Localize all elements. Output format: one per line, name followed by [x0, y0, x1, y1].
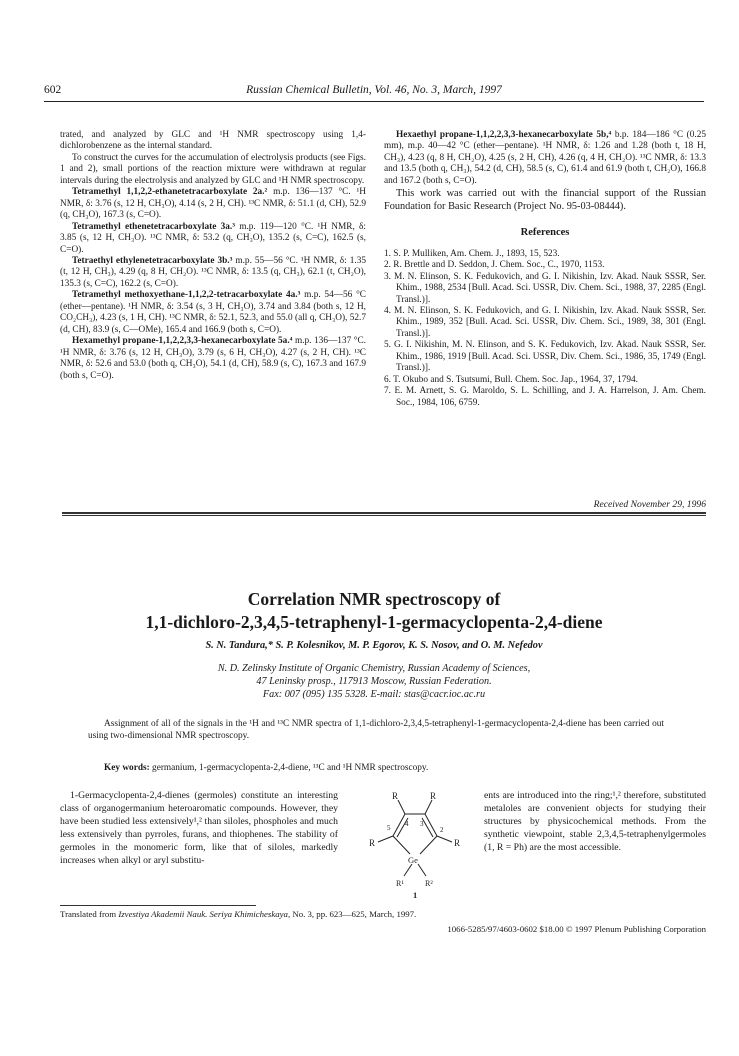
compound-name: Hexamethyl propane-1,1,2,2,3,3-hexanecarboxylate 5a.⁴ — [72, 336, 293, 347]
header-rule — [44, 101, 704, 102]
ring-position-4: 4 — [405, 820, 409, 828]
translation-prefix: Translated from — [60, 909, 119, 919]
body-text-left: 1-Germacyclopenta-2,4-dienes (germoles) constitute an interesting class of organogermanium heteroaromatic compounds. However, they have been studied less extensively¹,² than siloles, phospholes and much less extensively than pyrroles, furans, and thiophenes. The stability of germoles in the monomeric form, like that of siloles, markedly increases when alkyl or aryl substitu- — [60, 790, 338, 866]
section-divider-thin — [62, 515, 706, 516]
reference-item: 1. S. P. Mulliken, Am. Chem. J., 1893, 15, 523. — [384, 248, 560, 259]
title-line: Correlation NMR spectroscopy of — [247, 589, 501, 609]
body-text-right: ents are introduced into the ring;¹,² therefore, substituted metaloles are convenient objects for studying their structures by physicochemical methods. From the synthetic viewpoint, stable 2,3,4,5-tetraphenylgermoles (1, R = Ph) are the most accessible. — [484, 790, 706, 853]
substituent-r: R — [369, 838, 376, 848]
translation-source: Izvestiya Akademii Nauk. Seriya Khimicheskaya, — [118, 909, 291, 919]
right-column — [384, 130, 706, 409]
compound-data: m.p. 55—56 °C. ¹H NMR, δ: 1.35 (t, 12 H, CH₃), 4.29 (q, 8 H, CH₂O). ¹³C NMR, δ: 13.5 (q, CH₃), 62.1 (t, CH₂O), 135.3 (s, C=C), 162.2 (s, C=O). — [60, 255, 366, 289]
acknowledgment: This work was carried out with the financial support of the Russian Foundation for Basic Research (Project No. 95-03-08444). — [384, 188, 706, 213]
substituent-r: R — [392, 791, 399, 801]
keywords — [88, 763, 664, 773]
running-head — [44, 84, 704, 100]
paragraph: To construct the curves for the accumulation of electrolysis products (see Figs. 1 and 2), small portions of the reaction mixture were withdrawn at regular intervals during the electrolysis and analyzed by GLC and ¹H NMR spectroscopy. — [60, 152, 366, 186]
title-line: 1,1-dichloro-2,3,4,5-tetraphenyl-1-germacyclopenta-2,4-diene — [145, 612, 603, 632]
compound-entry — [60, 256, 366, 290]
compound-number: 1 — [413, 890, 418, 900]
keywords-text: germanium, 1-germacyclopenta-2,4-diene, ¹³C and ¹H NMR spectroscopy. — [149, 763, 429, 773]
affiliation-line: 47 Leninsky prosp., 117913 Moscow, Russian Federation. — [256, 676, 492, 687]
substituent-r2: R² — [425, 879, 433, 888]
paragraph: trated, and analyzed by GLC and ¹H NMR spectroscopy using 1,4-dichlorobenzene as the internal standard. — [60, 130, 366, 152]
substituent-r: R — [430, 791, 437, 801]
compound-name: Tetramethyl 1,1,2,2-ethanetetracarboxylate 2a.² — [72, 187, 268, 198]
compound-entry — [60, 222, 366, 256]
journal-citation: Russian Chemical Bulletin, Vol. 46, No. 3, March, 1997 — [246, 84, 502, 96]
ring-position-5: 5 — [387, 824, 391, 832]
compound-name: Hexaethyl propane-1,1,2,2,3,3-hexanecarboxylate 5b,⁴ — [396, 130, 612, 140]
germole-structure — [350, 790, 480, 900]
germanium-atom: Ge — [408, 855, 418, 865]
affiliation-line: N. D. Zelinsky Institute of Organic Chemistry, Russian Academy of Sciences, — [217, 663, 531, 674]
compound-entry — [60, 290, 366, 336]
substituent-r: R — [454, 838, 461, 848]
page-number: 602 — [44, 84, 62, 96]
reference-item: 7. E. M. Arnett, S. G. Maroldo, S. L. Schilling, and J. A. Harrelson, J. Am. Chem. Soc., 1984, 106, 6759. — [384, 386, 706, 408]
reference-item: 6. T. Okubo and S. Tsutsumi, Bull. Chem. Soc. Jap., 1964, 37, 1794. — [384, 374, 638, 385]
reference-item: 3. M. N. Elinson, S. K. Fedukovich, and G. I. Nikishin, Izv. Akad. Nauk SSSR, Ser. Khim., 1988, 2534 [Bull. Acad. Sci. USSR, Div. Chem. Sci., 1988, 37, 2285 (Engl. Transl.)]. — [384, 271, 706, 305]
compound-data: m.p. 54—56 °C (ether—pentane). ¹H NMR, δ: 3.54 (s, 3 H, CH₃O), 3.74 and 3.84 (both s, 12 H, CO₂CH₃), 4.23 (s, 1 H, CH). ¹³C NMR, δ: 52.1, 52.3, and 55.0 (all q, CH₃O), 52.7 (d, CH), 83.9 (s, C—OMe), 165.4 and 166.9 (both s, C=O). — [60, 290, 367, 335]
compound-entry — [60, 187, 366, 221]
compound-data: m.p. 119—120 °C. ¹H NMR, δ: 3.85 (s, 12 H, CH₃O). ¹³C NMR, δ: 53.2 (q, CH₃O), 135.2 (s, C=C), 162.5 (s, C=O). — [60, 221, 366, 255]
compound-data: b.p. 184—186 °C (0.25 mm), m.p. 40—42 °C (ether—pentane). ¹H NMR, δ: 1.26 and 1.28 (both t, 18 H, CH₃), 4.23 (q, 8 H, CH₂O), 4.25 (s, 2 H, CH), 4.26 (q, 4 H, CH₂O). ¹³C NMR, δ: 13.3 and 13.5 (both q, CH₃), 54.2 (d, CH), 58.5 (s, C), 61.4 and 61.9 (both t, CH₂O), 166.8 and 167.2 (both s, C=O). — [384, 130, 706, 186]
received-date: Received November 29, 1996 — [593, 499, 706, 510]
ring-position-2: 2 — [440, 826, 444, 834]
copyright-line: 1066-5285/97/4603-0602 $18.00 © 1997 Plenum Publishing Corporation — [447, 924, 706, 934]
references-heading: References — [520, 227, 570, 239]
ring-position-3: 3 — [420, 820, 424, 828]
reference-list — [384, 249, 706, 409]
substituent-r1: R¹ — [396, 879, 404, 888]
compound-data: m.p. 136—137 °C. ¹H NMR, δ: 3.76 (s, 12 H, CH₃O), 3.79 (s, 6 H, CH₃O), 4.27 (s, 2 H, CH). ¹³C NMR, δ: 52.6 and 53.0 (both q, CH₃O), 54.1 (d, CH), 58.9 (s, C), 167.3 and 167.9 (both s, C=O). — [60, 336, 366, 381]
reference-item: 4. M. N. Elinson, S. K. Fedukovich, and G. I. Nikishin, Izv. Akad. Nauk SSSR, Ser. Khim., 1989, 352 [Bull. Acad. Sci. USSR, Div. Chem. Sci., 1989, 38, 301 (Engl. Transl.)]. — [384, 305, 706, 339]
translation-suffix: No. 3, pp. 623—625, March, 1997. — [290, 909, 417, 919]
compound-name: Tetramethyl methoxyethane-1,1,2,2-tetracarboxylate 4a.³ — [72, 290, 301, 301]
keywords-label: Key words: — [104, 763, 150, 773]
compound-data: m.p. 136—137 °C. ¹H NMR, δ: 3.76 (s, 12 H, CH₃O), 4.14 (s, 2 H, CH). ¹³C NMR, δ: 51.1 (d, CH), 52.9 (q, CH₃O), 167.3 (s, C=O). — [60, 187, 366, 221]
compound-entry — [384, 130, 706, 187]
compound-entry — [60, 336, 366, 382]
compound-name: Tetraethyl ethylenetetracarboxylate 3b.³ — [72, 255, 233, 266]
authors: S. N. Tandura,* S. P. Kolesnikov, M. P. Egorov, K. S. Nosov, and O. M. Nefedov — [205, 640, 543, 651]
section-divider — [62, 512, 706, 514]
translation-note — [60, 909, 700, 919]
reference-item: 2. R. Brettle and D. Seddon, J. Chem. Soc., C., 1970, 1153. — [384, 260, 605, 271]
article-title — [44, 588, 704, 634]
left-column — [60, 130, 366, 382]
compound-name: Tetramethyl ethenetetracarboxylate 3a.³ — [72, 221, 235, 232]
footer-rule — [60, 905, 256, 906]
abstract: Assignment of all of the signals in the ¹H and ¹³C NMR spectra of 1,1-dichloro-2,3,4,5-tetraphenyl-1-germacyclopenta-2,4-diene has been carried out using two-dimensional NMR spectroscopy. — [88, 719, 664, 741]
affiliation-line: Fax: 007 (095) 135 5328. E-mail: stas@cacr.ioc.ac.ru — [262, 689, 486, 700]
reference-item: 5. G. I. Nikishin, M. N. Elinson, and S. K. Fedukovich, Izv. Akad. Nauk SSSR, Ser. Khim., 1986, 1919 [Bull. Acad. Sci. USSR, Div. Chem. Sci., 1986, 35, 1749 (Engl. Transl.)]. — [384, 340, 706, 374]
affiliation — [44, 662, 704, 701]
